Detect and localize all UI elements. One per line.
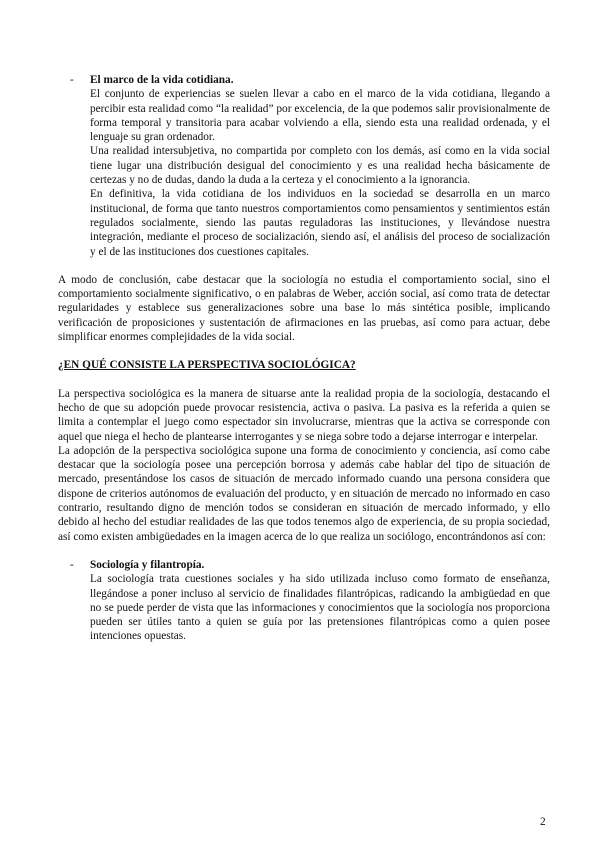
paragraph: El conjunto de experiencias se suelen llevar a cabo en el marco de la vida cotidiana, llegando a percibir esta realidad como “la realidad” por excelencia, de la que podemos salir provisionalmente de forma temporal y transitoria para acabar volviendo a ella, siendo esta una realidad ordenada, y el lenguaje su gran ordenador. bbox=[90, 88, 550, 144]
section-sociologia-filantropia bbox=[58, 558, 550, 644]
bullet-dash: - bbox=[70, 558, 74, 571]
paragraph: La adopción de la perspectiva sociológica supone una forma de conocimiento y conciencia, así como cabe destacar que la sociología posee una percepción borrosa y además cabe hablar del tipo de situación de mercado, presentándose los casos de situación de mercado informado cuando una persona considera que dispone de criterios autónomos de evaluación del producto, y en situación de mercado no informado en caso contrario, resultando digno de mención todos se consideran en situación de mercado informado, y ello debido al hecho del estudiar realidades de las que todos tenemos algo de experiencia, de su propia sociedad, así como existen ambigüedades en la imagen acerca de lo que realiza un sociólogo, encontrándonos así con: bbox=[58, 444, 550, 543]
page-number: 2 bbox=[540, 816, 546, 828]
section-marco-vida-cotidiana bbox=[58, 73, 550, 259]
paragraph: En definitiva, la vida cotidiana de los individuos en la sociedad se desarrolla en un marco institucional, de forma que tanto nuestros comportamientos como pensamientos y sentimientos están regulados socialmente, siendo las pautas reguladoras las instituciones, y llevándose nuestra integración, mediante el proceso de socialización, siendo así, el análisis del proceso de socialización y el de las instituciones dos cuestiones capitales. bbox=[90, 188, 550, 258]
section-heading: Sociología y filantropía. bbox=[90, 558, 205, 571]
document-body bbox=[58, 73, 550, 644]
bullet-dash: - bbox=[70, 74, 74, 86]
paragraph: La sociología trata cuestiones sociales y ha sido utilizada incluso como formato de enseñanza, llegándose a poner incluso al servicio de finalidades filantrópicas, radicando la ambigüedad en que no se puede perder de vista que las informaciones y conocimientos que la sociología nos proporciona pueden ser útiles tanto a quien se guía por las pretensiones filantrópicas como a quien posee intenciones opuestas. bbox=[90, 573, 550, 643]
conclusion-paragraph: A modo de conclusión, cabe destacar que la sociología no estudia el comportamiento social, sino el comportamiento socialmente significativo, o en palabras de Weber, acción social, así como trata de detectar regularidades y establece sus generalizaciones sobre una base lo más sintética posible, implicando verificación de proposiciones y sustentación de afirmaciones en las pruebas, así como para actuar, debe simplificar enormes complejidades de la vida social. bbox=[58, 273, 550, 344]
section-heading: El marco de la vida cotidiana. bbox=[90, 74, 234, 86]
paragraph: Una realidad intersubjetiva, no compartida por completo con los demás, así como en la vida social tiene lugar una distribución desigual del conocimiento y es una realidad hecha básicamente de certezas y no de dudas, dando la duda a la certeza y el conocimiento a la ignorancia. bbox=[90, 145, 550, 187]
paragraph: La perspectiva sociológica es la manera de situarse ante la realidad propia de la sociología, destacando el hecho de que su adopción puede provocar resistencia, activa o pasiva. La pasiva es la referida a quien se limita a contemplar el juego como espectador sin involucrarse, mientras que la activa se corresponde con aquel que niega el hecho de plantearse interrogantes y se niega sobre todo a dejarse interrogar e interpelar. bbox=[58, 387, 550, 443]
section-heading-perspectiva: ¿EN QUÉ CONSISTE LA PERSPECTIVA SOCIOLÓGICA? bbox=[58, 359, 356, 372]
